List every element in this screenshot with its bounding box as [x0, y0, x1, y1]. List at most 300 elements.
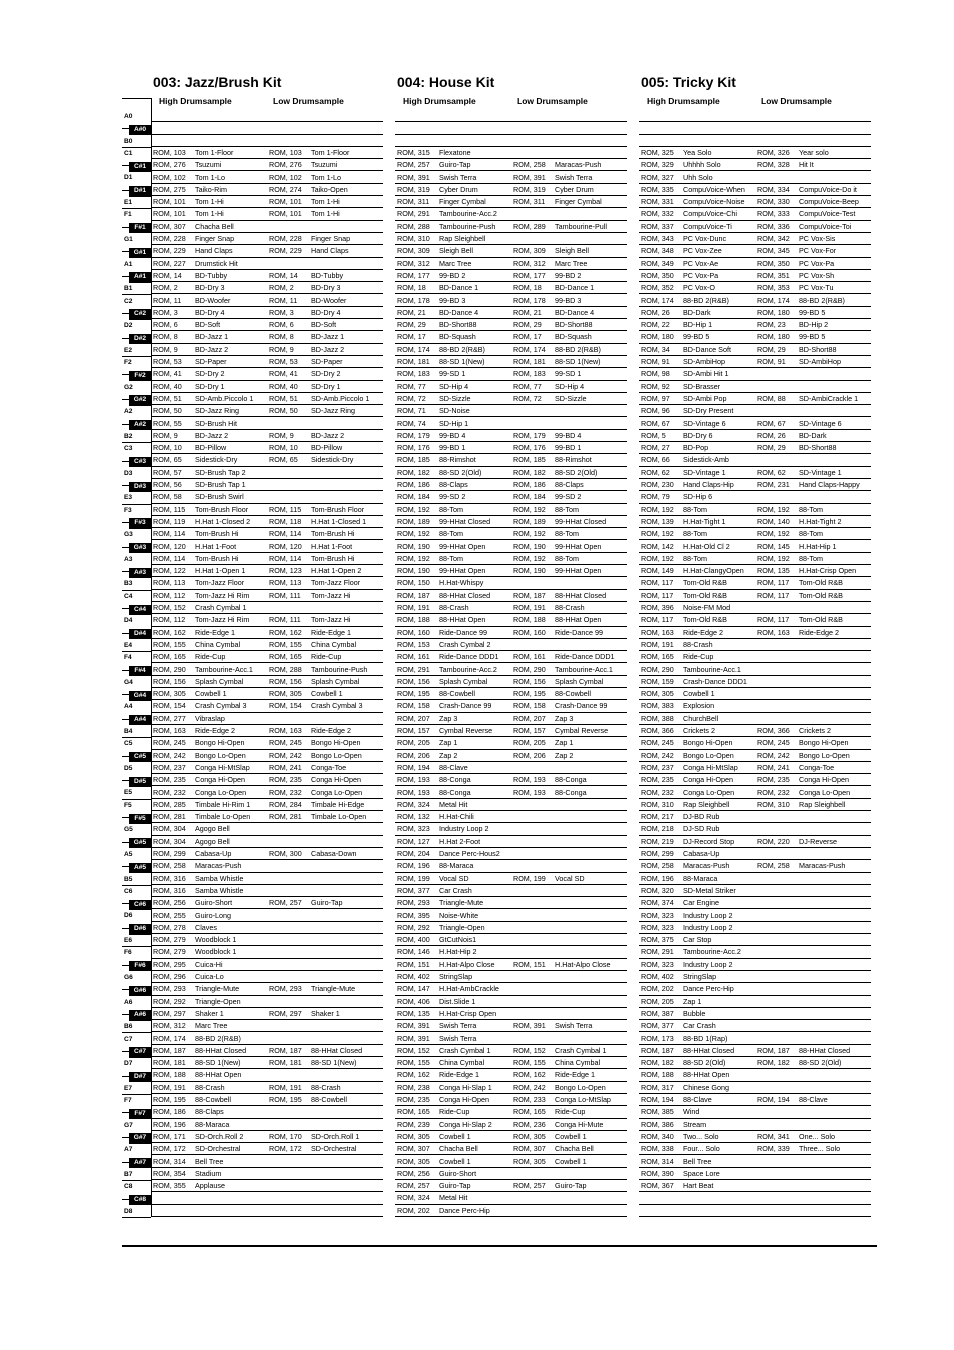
black-key: C#7	[129, 1047, 151, 1057]
sample-source: ROM, 111	[269, 615, 301, 625]
sample-name: BD-Hip 2	[799, 320, 829, 330]
low-sample-cell	[513, 774, 627, 786]
sample-name: Ride-Cup	[311, 652, 342, 662]
sample-source: ROM, 179	[397, 430, 430, 440]
sample-name: H.Hat 1-Closed 2	[195, 516, 251, 526]
sample-row	[639, 1057, 871, 1069]
sample-source: ROM, 193	[397, 787, 430, 797]
sample-row	[639, 910, 871, 922]
kit-title-003: 003: Jazz/Brush Kit	[153, 74, 282, 90]
high-sample-cell	[397, 504, 513, 516]
low-sample-cell	[513, 442, 627, 454]
low-sample-cell	[513, 565, 627, 577]
sample-row	[151, 750, 383, 762]
high-sample-cell	[397, 1180, 513, 1192]
sample-name: Bell Tree	[195, 1156, 224, 1166]
low-sample-cell	[269, 381, 383, 393]
sample-source: ROM, 153	[397, 639, 430, 649]
low-sample-cell	[757, 799, 871, 811]
sample-source: ROM, 391	[513, 1021, 546, 1031]
sample-source: ROM, 191	[641, 639, 674, 649]
high-sample-cell	[397, 590, 513, 602]
sample-source: ROM, 3	[269, 307, 294, 317]
sample-name: Vocal SD	[439, 873, 469, 883]
sample-name: SD-Brush Swirl	[195, 492, 244, 502]
sample-row	[395, 319, 627, 331]
sample-source: ROM, 188	[513, 615, 546, 625]
sample-source: ROM, 299	[153, 849, 186, 858]
sample-name: 99-SD 2	[555, 492, 582, 502]
high-sample-cell	[397, 934, 513, 946]
sample-source: ROM, 183	[513, 369, 546, 379]
sample-source: ROM, 67	[641, 418, 670, 428]
sample-name: One... Solo	[799, 1131, 835, 1141]
sample-source: ROM, 232	[153, 787, 186, 797]
sample-row	[639, 713, 871, 725]
high-sample-cell	[641, 1106, 757, 1118]
sample-name: BD-Jazz 2	[195, 344, 229, 354]
sample-name: SD-Sizzle	[439, 393, 471, 403]
sample-source: ROM, 149	[641, 566, 674, 576]
sample-source: ROM, 402	[397, 972, 430, 981]
black-key: A#6	[129, 1010, 151, 1020]
black-key: C#8	[129, 1195, 151, 1205]
sample-row	[639, 172, 871, 184]
sample-name: Samba Whistle	[195, 873, 244, 883]
low-sample-cell	[757, 208, 871, 220]
low-sample-cell	[269, 368, 383, 380]
sample-source: ROM, 245	[153, 738, 186, 748]
sample-source: ROM, 173	[641, 1033, 674, 1043]
low-sample-cell	[513, 651, 627, 663]
low-sample-cell	[513, 602, 627, 614]
sample-name: Ride-Edge 1	[195, 627, 235, 637]
sample-source: ROM, 182	[513, 467, 546, 477]
low-sample-cell	[269, 1082, 383, 1094]
high-sample-cell	[641, 1156, 757, 1168]
sample-row	[395, 860, 627, 872]
high-sample-cell	[153, 959, 269, 971]
sample-source: ROM, 218	[641, 824, 674, 834]
sample-name: 88-BD 2(R&B)	[439, 344, 485, 354]
low-sample-cell	[513, 344, 627, 356]
sample-source: ROM, 119	[153, 516, 186, 526]
sample-row	[639, 135, 871, 147]
low-sample-cell	[513, 1069, 627, 1081]
sample-name: 99-SD 1	[555, 369, 582, 379]
kit-title-004: 004: House Kit	[397, 74, 495, 90]
sample-name: Maracas-Push	[799, 861, 846, 871]
sample-name: Guiro-Short	[195, 898, 233, 908]
sample-name: 99-BD 4	[555, 430, 582, 440]
sample-name: Ride-Dance 99	[439, 627, 487, 637]
sample-name: Crash Cymbal 1	[195, 603, 247, 612]
black-key: A#1	[129, 272, 151, 282]
sample-name: Stream	[683, 1119, 707, 1129]
sample-name: 88-SD 1(New)	[555, 357, 601, 366]
key-label: B3	[124, 580, 133, 588]
sample-source: ROM, 18	[513, 283, 542, 293]
high-sample-cell	[397, 1094, 513, 1106]
sample-name: BD-Dance 1	[439, 283, 479, 293]
low-sample-cell	[513, 221, 627, 233]
sample-name: PC Vox-O	[683, 283, 715, 293]
key-label: D7	[124, 1060, 133, 1068]
sample-row	[151, 1008, 383, 1020]
sample-row	[639, 1156, 871, 1168]
sample-name: 88-Conga	[439, 787, 471, 797]
sample-source: ROM, 311	[397, 197, 430, 207]
sample-name: Dance Perc-Hous2	[439, 849, 500, 858]
high-sample-cell	[153, 196, 269, 208]
sample-name: Swish Terra	[439, 1021, 477, 1031]
sample-name: Splash Cymbal	[195, 676, 244, 686]
sample-name: Cymbal Reverse	[555, 726, 609, 735]
sample-name: 88-BD 2(R&B)	[195, 1033, 241, 1043]
sample-row	[639, 688, 871, 700]
col-head-high: High Drumsample	[403, 96, 476, 106]
sample-row	[151, 1119, 383, 1131]
sample-source: ROM, 293	[153, 984, 186, 994]
sample-name: Conga Hi-Open	[683, 775, 733, 785]
sample-name: Tom-Brush Hi	[195, 553, 239, 563]
sample-row	[395, 381, 627, 393]
sample-name: Ride-Edge 1	[311, 627, 351, 637]
high-sample-cell	[397, 983, 513, 995]
sample-source: ROM, 353	[757, 283, 790, 293]
high-sample-cell	[153, 934, 269, 946]
sample-row	[639, 627, 871, 639]
low-sample-cell	[513, 664, 627, 676]
high-sample-cell	[397, 910, 513, 922]
sample-source: ROM, 258	[757, 861, 790, 871]
high-sample-cell	[641, 1069, 757, 1081]
sample-source: ROM, 178	[397, 295, 430, 305]
sample-source: ROM, 174	[757, 295, 790, 305]
sample-row	[151, 172, 383, 184]
sample-source: ROM, 345	[757, 246, 790, 256]
sample-source: ROM, 192	[641, 529, 674, 539]
sample-source: ROM, 258	[513, 160, 546, 170]
high-sample-cell	[153, 1033, 269, 1045]
low-sample-cell	[269, 614, 383, 626]
high-sample-cell	[153, 700, 269, 712]
sample-source: ROM, 192	[641, 553, 674, 563]
sample-source: ROM, 255	[153, 910, 186, 920]
sample-name: BD-Jazz 1	[195, 332, 229, 342]
sample-source: ROM, 350	[757, 258, 790, 268]
sample-row	[395, 1119, 627, 1131]
high-sample-cell	[397, 922, 513, 934]
sample-row	[395, 245, 627, 257]
black-key: F#4	[129, 666, 151, 676]
sample-source: ROM, 245	[269, 738, 302, 748]
sample-name: Dance Perc-Hip	[683, 984, 734, 994]
sample-row	[151, 528, 383, 540]
sample-row	[395, 208, 627, 220]
high-sample-cell	[397, 1131, 513, 1143]
sample-source: ROM, 351	[757, 270, 790, 280]
low-sample-cell	[269, 811, 383, 823]
sample-row	[151, 565, 383, 577]
high-sample-cell	[153, 1057, 269, 1069]
low-sample-cell	[513, 1020, 627, 1032]
sample-row	[151, 1057, 383, 1069]
key-label: G4	[124, 678, 133, 686]
high-sample-cell	[641, 725, 757, 737]
sample-row	[395, 971, 627, 983]
low-sample-cell	[269, 848, 383, 860]
sample-name: Tom-Old R&B	[799, 615, 843, 625]
sample-row	[395, 774, 627, 786]
high-sample-cell	[397, 1020, 513, 1032]
sample-name: Tom-Old R&B	[683, 590, 727, 600]
sample-source: ROM, 285	[153, 799, 186, 809]
sample-source: ROM, 316	[153, 885, 186, 895]
sample-row	[639, 1082, 871, 1094]
sample-source: ROM, 3	[153, 307, 178, 317]
low-sample-cell	[513, 1131, 627, 1143]
key-label: C6	[124, 887, 133, 895]
high-sample-cell	[397, 442, 513, 454]
col-head-low: Low Drumsample	[517, 96, 588, 106]
high-sample-cell	[397, 811, 513, 823]
low-sample-cell	[269, 196, 383, 208]
sample-row	[639, 405, 871, 417]
sample-source: ROM, 118	[269, 516, 302, 526]
sample-row	[395, 688, 627, 700]
sample-source: ROM, 190	[513, 566, 546, 576]
sample-source: ROM, 235	[397, 1095, 430, 1104]
sample-name: Guiro-Tap	[311, 898, 343, 908]
low-sample-cell	[513, 393, 627, 405]
sample-source: ROM, 290	[513, 664, 546, 674]
high-sample-cell	[153, 233, 269, 245]
low-sample-cell	[269, 245, 383, 257]
sample-source: ROM, 245	[757, 738, 790, 748]
high-sample-cell	[397, 356, 513, 368]
sample-source: ROM, 292	[397, 922, 430, 932]
sample-source: ROM, 340	[641, 1131, 674, 1141]
key-label: E2	[124, 346, 133, 354]
high-sample-cell	[153, 467, 269, 479]
sample-row	[151, 1020, 383, 1032]
col-head-high: High Drumsample	[159, 96, 232, 106]
sample-source: ROM, 21	[397, 307, 426, 317]
sample-source: ROM, 256	[153, 898, 186, 908]
sample-source: ROM, 279	[153, 947, 186, 957]
sample-name: Bongo Lo-Open	[555, 1082, 606, 1092]
low-sample-cell	[269, 504, 383, 516]
low-sample-cell	[757, 737, 871, 749]
high-sample-cell	[153, 946, 269, 958]
sample-name: Chacha Bell	[195, 221, 234, 231]
sample-row	[639, 245, 871, 257]
black-key: G#1	[129, 248, 151, 258]
sample-name: 88-Tom	[683, 504, 707, 514]
sample-source: ROM, 327	[641, 172, 674, 182]
sample-row	[639, 1008, 871, 1020]
sample-name: Tambourine-Push	[311, 664, 368, 674]
sample-name: Hand Claps	[195, 246, 233, 256]
high-sample-cell	[641, 676, 757, 688]
sample-row	[395, 344, 627, 356]
sample-name: 88-Tom	[799, 529, 823, 539]
sample-name: BD-Squash	[439, 332, 476, 342]
sample-name: China Cymbal	[555, 1058, 601, 1068]
sample-source: ROM, 101	[153, 197, 186, 207]
sample-name: H.Hat-Crisp Open	[799, 566, 857, 576]
high-sample-cell	[641, 1119, 757, 1131]
sample-name: Sleigh Bell	[555, 246, 589, 256]
low-sample-cell	[757, 307, 871, 319]
black-key: D#7	[129, 1072, 151, 1082]
sample-source: ROM, 186	[513, 480, 546, 489]
key-label: B5	[124, 875, 133, 883]
key-label: D2	[124, 322, 133, 330]
low-sample-cell	[513, 479, 627, 491]
sample-row	[639, 860, 871, 872]
sample-source: ROM, 276	[153, 160, 186, 170]
low-sample-cell	[269, 270, 383, 282]
sample-source: ROM, 165	[513, 1107, 546, 1117]
sample-row	[151, 787, 383, 799]
sample-source: ROM, 29	[397, 320, 426, 330]
sample-source: ROM, 150	[397, 578, 430, 588]
sample-source: ROM, 145	[757, 541, 790, 551]
sample-source: ROM, 231	[757, 480, 790, 489]
sample-source: ROM, 161	[513, 652, 546, 662]
low-sample-cell	[757, 233, 871, 245]
sample-name: 99-BD 1	[555, 443, 582, 453]
low-sample-cell	[757, 430, 871, 442]
sample-name: 88-SD 2(Old)	[799, 1058, 842, 1068]
sample-name: Tambourine-Acc.1	[195, 664, 253, 674]
sample-name: H.Hat-Tight 2	[799, 516, 842, 526]
sample-row	[395, 196, 627, 208]
sample-row	[395, 528, 627, 540]
sample-row	[151, 873, 383, 885]
sample-row	[151, 1069, 383, 1081]
high-sample-cell	[397, 713, 513, 725]
low-sample-cell	[269, 208, 383, 220]
sample-name: Crickets 2	[799, 726, 831, 735]
sample-name: Bongo Lo-Open	[683, 750, 734, 760]
sample-source: ROM, 114	[269, 553, 302, 563]
sample-row	[395, 922, 627, 934]
sample-source: ROM, 97	[641, 393, 670, 403]
sample-name: H.Hat 2-Foot	[439, 836, 481, 846]
high-sample-cell	[153, 295, 269, 307]
sample-row	[395, 1168, 627, 1180]
low-sample-cell	[269, 627, 383, 639]
sample-source: ROM, 56	[153, 480, 182, 489]
high-sample-cell	[397, 147, 513, 159]
sample-name: Guiro-Tap	[439, 1181, 471, 1191]
key-label: G7	[124, 1121, 133, 1129]
sample-name: Ride-Edge 1	[439, 1070, 479, 1080]
sample-source: ROM, 257	[397, 160, 430, 170]
sample-name: Applause	[195, 1181, 225, 1191]
sample-row	[151, 467, 383, 479]
sample-name: Ride-Dance 99	[555, 627, 603, 637]
sample-source: ROM, 388	[641, 713, 674, 723]
high-sample-cell	[641, 282, 757, 294]
sample-source: ROM, 156	[513, 676, 546, 686]
sample-name: GtCutNois1	[439, 935, 477, 945]
sample-source: ROM, 192	[513, 504, 546, 514]
key-label: C4	[124, 592, 133, 600]
high-sample-cell	[397, 541, 513, 553]
sample-name: 99-BD 5	[683, 332, 710, 342]
sample-name: 88-HHat Open	[439, 615, 486, 625]
sample-source: ROM, 40	[153, 381, 182, 391]
sample-source: ROM, 310	[641, 799, 674, 809]
key-label: F3	[124, 506, 132, 514]
sample-source: ROM, 154	[269, 701, 302, 711]
sample-name: SD-Hip 1	[439, 418, 469, 428]
sample-source: ROM, 152	[397, 1045, 430, 1055]
high-sample-cell	[641, 418, 757, 430]
sample-name: BD-Dark	[799, 430, 827, 440]
sample-row	[639, 1143, 871, 1155]
sample-name: SD-Noise	[439, 406, 470, 416]
sample-source: ROM, 366	[757, 726, 790, 735]
high-sample-cell	[153, 1156, 269, 1168]
sample-source: ROM, 162	[153, 627, 186, 637]
high-sample-cell	[641, 1131, 757, 1143]
sample-row	[395, 836, 627, 848]
sample-source: ROM, 155	[153, 639, 186, 649]
sample-source: ROM, 29	[513, 320, 542, 330]
sample-source: ROM, 187	[757, 1045, 790, 1055]
sample-name: 99-SD 1	[439, 369, 466, 379]
sample-name: 88-Clave	[439, 762, 468, 772]
key-label: G5	[124, 826, 133, 834]
high-sample-cell	[153, 971, 269, 983]
sample-source: ROM, 202	[397, 1205, 430, 1215]
sample-source: ROM, 191	[513, 603, 546, 612]
sample-name: Tom 1-Floor	[195, 147, 234, 157]
sample-source: ROM, 374	[641, 898, 674, 908]
sample-row	[151, 762, 383, 774]
high-sample-cell	[397, 245, 513, 257]
sample-source: ROM, 162	[397, 1070, 430, 1080]
low-sample-cell	[269, 725, 383, 737]
sample-row	[639, 368, 871, 380]
sample-source: ROM, 155	[269, 639, 302, 649]
sample-row	[151, 614, 383, 626]
sample-name: Zap 3	[555, 713, 574, 723]
low-sample-cell	[513, 381, 627, 393]
sample-row	[639, 934, 871, 946]
sample-name: H.Hat 1-Open 2	[311, 566, 362, 576]
sample-source: ROM, 182	[397, 467, 430, 477]
sample-source: ROM, 176	[397, 443, 430, 453]
sample-source: ROM, 34	[641, 344, 670, 354]
sample-name: Industry Loop 2	[683, 922, 733, 932]
sample-name: Tom 1-Floor	[311, 147, 350, 157]
sample-row	[639, 590, 871, 602]
sample-row	[395, 516, 627, 528]
sample-source: ROM, 181	[513, 357, 546, 366]
sample-name: BD-Pillow	[311, 443, 343, 453]
sample-source: ROM, 58	[153, 492, 182, 502]
sample-name: Bongo Lo-Open	[195, 750, 246, 760]
sample-source: ROM, 182	[641, 1058, 674, 1068]
sample-row	[639, 1168, 871, 1180]
sample-row	[395, 713, 627, 725]
